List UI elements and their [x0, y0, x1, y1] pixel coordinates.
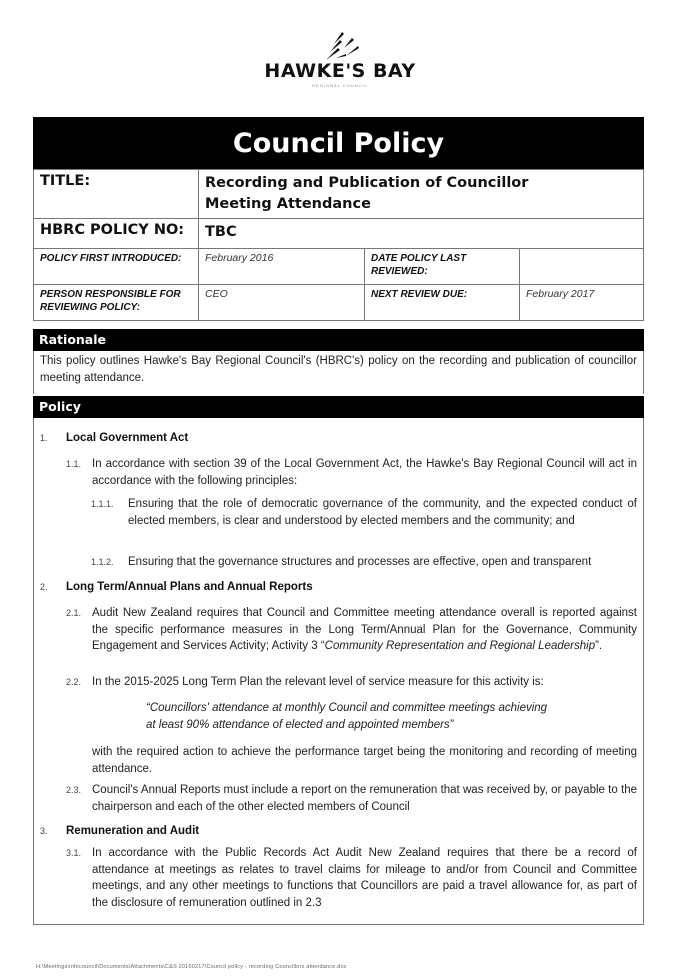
responsible-value-cell [199, 285, 365, 321]
title-label-cell [34, 170, 199, 219]
responsible-label-cell [34, 285, 199, 321]
policy-no-value: TBC [205, 224, 237, 240]
policy-heading: Policy [33, 396, 644, 418]
section-heading: Local Government Act [66, 432, 189, 444]
first-introduced-value: February 2016 [205, 252, 274, 264]
logo-tagline: REGIONAL COUNCIL [312, 83, 368, 88]
policy-no-label: HBRC POLICY NO: [40, 222, 185, 238]
policy-body [33, 418, 644, 925]
first-introduced-label: POLICY FIRST INTRODUCED: [40, 253, 182, 264]
clause-text: with the required action to achieve the performance target being the monitoring and recording of meeting attendance. [92, 746, 637, 775]
clause-text: In accordance with the Public Records Act Audit New Zealand requires that there be a record of attendance at meetings as relates to travel claims for mileage to and/or from Council and Committee meetings, and any other meetings to functions that Councillors are paid a travel allowance for, as part of the disclosure of remuneration outlined in 2.3 [92, 847, 637, 909]
title-value: Recording and Publication of Councillor Meeting Attendance [205, 175, 529, 212]
clause-text-part: Audit New Zealand requires that Council and Committee meeting attendance overall is reported against the specific performance measures in the Long Term/Annual Plan for the Governance, Community Engagement and Services Activity; Activity 3 “ [92, 607, 637, 652]
clause-number: 3.1. [66, 848, 82, 858]
first-introduced-label-cell [34, 249, 199, 285]
section-heading: Long Term/Annual Plans and Annual Reports [66, 581, 313, 593]
clause-number: 1.1. [66, 459, 82, 469]
last-reviewed-label-cell [365, 249, 520, 285]
policy-no-label-cell [34, 219, 199, 249]
clause-number: 2.1. [66, 608, 82, 618]
responsible-label: PERSON RESPONSIBLE FOR REVIEWING POLICY: [40, 289, 181, 313]
page-title: Council Policy [33, 117, 644, 169]
hawk-feather-icon [318, 30, 362, 64]
last-reviewed-label: DATE POLICY LAST REVIEWED: [371, 253, 467, 277]
clause-text: Council's Annual Reports must include a report on the remuneration that was received by, or payable to the chairperson and each of the other elected members of Council [92, 784, 637, 813]
last-reviewed-value-cell [520, 249, 644, 285]
clause-number: 2.2. [66, 677, 82, 687]
clause-number: 1.1.2. [91, 557, 114, 567]
clause-text: In accordance with section 39 of the Local Government Act, the Hawke's Bay Regional Council will act in accordance with the following principles: [92, 458, 637, 487]
service-measure-quote: “Councillors' attendance at monthly Council and committee meetings achieving at least 90% attendance of elected and appointed members” [146, 702, 548, 731]
hbrc-logo [245, 30, 435, 100]
policy-document [33, 117, 644, 925]
rationale-box [33, 351, 644, 394]
responsible-value: CEO [205, 288, 228, 300]
next-review-value-cell [520, 285, 644, 321]
title-label: TITLE: [40, 173, 91, 189]
next-review-label: NEXT REVIEW DUE: [371, 289, 468, 300]
clause-number: 1.1.1. [91, 499, 114, 509]
activity-name: Community Representation and Regional Leadership [324, 640, 596, 652]
first-introduced-value-cell [199, 249, 365, 285]
clause-text: In the 2015-2025 Long Term Plan the relevant level of service measure for this activity is: [92, 676, 544, 688]
policy-no-value-cell [199, 219, 644, 249]
clause-text: Ensuring that the role of democratic governance of the community, and the expected conduct of elected members, is clear and understood by elected members and the community; and [128, 498, 637, 527]
section-number: 1. [40, 433, 48, 443]
policy-meta-table [33, 169, 644, 321]
section-heading: Remuneration and Audit [66, 825, 200, 837]
clause-text [92, 605, 637, 655]
clause-text-part: ”. [595, 640, 603, 652]
file-path-footer: H:\Meetings\infocouncil\Documents\Attachments\C&S 20160217\Council policy - recording Councillors attendance.doc [36, 964, 347, 970]
clause-text: Ensuring that the governance structures and processes are effective, open and transparent [128, 556, 592, 568]
rationale-text: This policy outlines Hawke's Bay Regional Council's (HBRC's) policy on the recording and publication of councillor meeting attendance. [40, 355, 637, 384]
next-review-label-cell [365, 285, 520, 321]
section-number: 2. [40, 582, 48, 592]
title-value-cell [199, 170, 644, 219]
rationale-heading: Rationale [33, 329, 644, 351]
next-review-value: February 2017 [526, 288, 595, 300]
logo-name: HAWKE'S BAY [264, 60, 416, 82]
section-number: 3. [40, 826, 48, 836]
clause-number: 2.3. [66, 785, 82, 795]
